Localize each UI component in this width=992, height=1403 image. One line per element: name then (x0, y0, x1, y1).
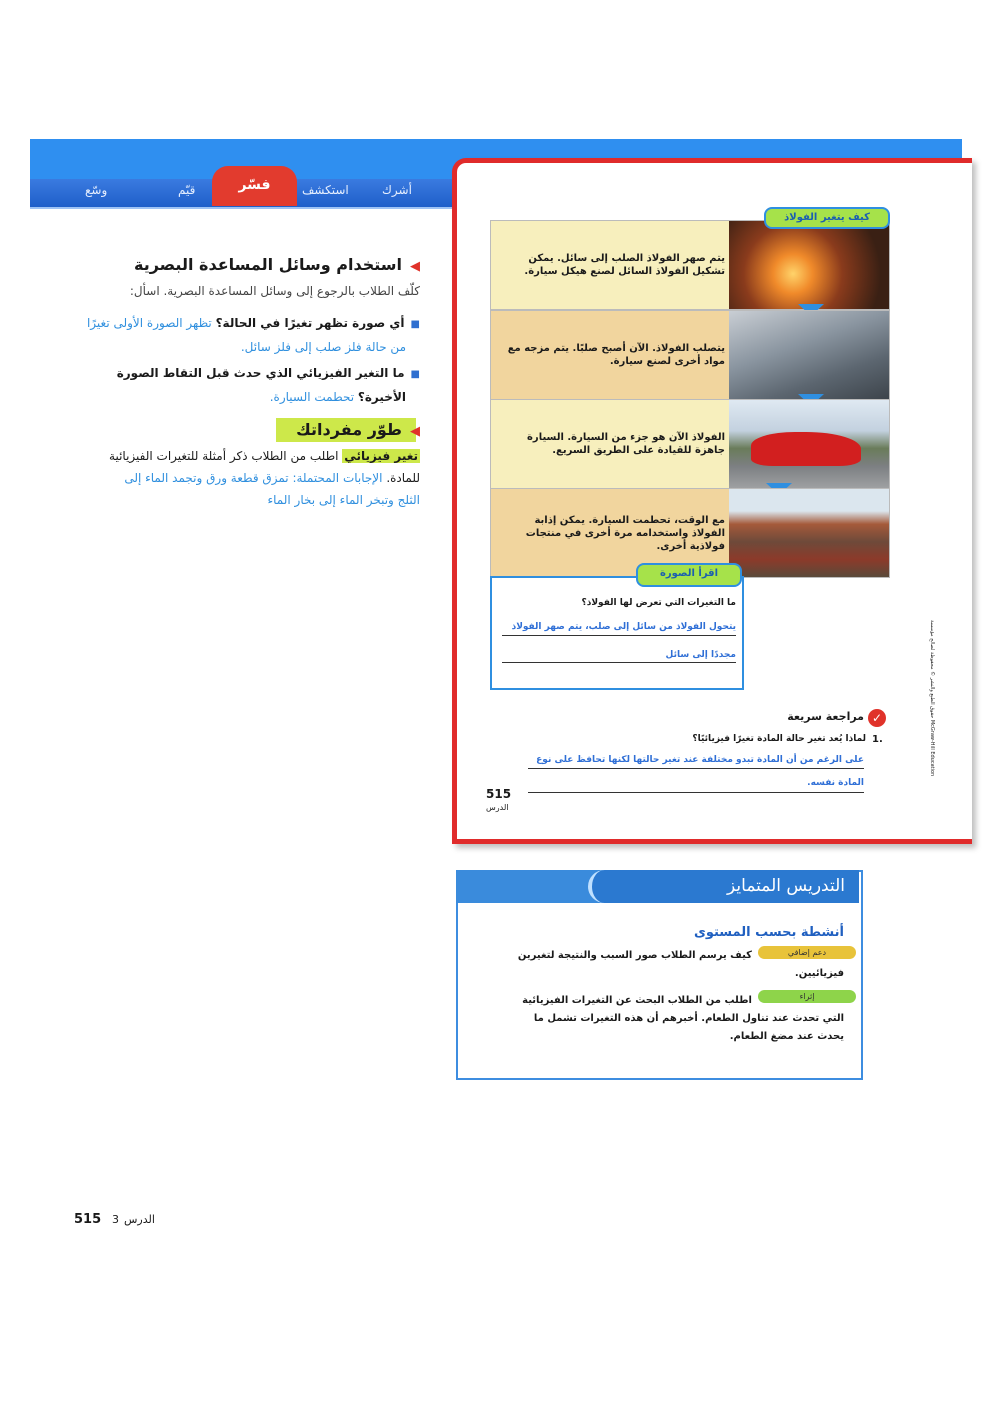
differentiated-title: التدريس المتمايز (588, 870, 859, 903)
question-2 (80, 362, 420, 408)
figure-panel-3 (490, 399, 890, 489)
side-credit-container (925, 620, 935, 790)
support-line-2: فيزيائيين. (794, 968, 844, 979)
quick-review-answer-2: المادة نفسه. (807, 778, 864, 788)
answer-line (502, 635, 736, 636)
support-line-1: كيف يرسم الطلاب صور السبب والنتيجة لتغيرين (517, 950, 752, 961)
quick-review-title: مراجعة سريعة (787, 710, 864, 723)
vocab-answer-line-2: الثلج وتبخر الماء إلى بخار الماء (267, 493, 420, 507)
lesson-number: 3 (112, 1213, 119, 1226)
lesson-label: الدرس (124, 1213, 155, 1226)
question-2-line-2: الأخيرة؟ (357, 390, 406, 404)
triangle-bullet-icon: ◀ (410, 424, 420, 439)
read-picture-question: ما التغيرات التي تعرض لها الفولاذ؟ (581, 598, 736, 608)
student-page-label: الدرس (486, 803, 509, 812)
panel-2-text: يتصلب الفولاذ. الآن أصبح صلبًا. يتم مزجه مع مواد أخرى لصنع سيارة. (507, 343, 725, 367)
vocab-section (80, 420, 420, 511)
vocab-term: تغير فيزيائي (344, 449, 418, 463)
tab-explore[interactable]: استكشف (302, 183, 349, 197)
answer-1-line-2: من حالة فلز صلب إلى فلز سائل. (240, 340, 406, 354)
side-credit: حقوق الطبع والنشر © محفوظة لصالح مؤسسة McGraw-Hill Education (929, 620, 935, 777)
tab-extend[interactable]: وسّع (85, 183, 108, 197)
question-1-text: أي صورة تظهر تغيرًا في الحالة؟ (215, 316, 405, 330)
red-car-image (729, 400, 889, 488)
visual-aids-heading-text: استخدام وسائل المساعدة البصرية (134, 255, 402, 274)
enrich-line-1: اطلب من الطلاب البحث عن التغيرات الفيزيائية (522, 995, 752, 1006)
square-bullet-icon: ■ (410, 369, 420, 380)
read-picture-box (490, 576, 744, 690)
vocab-line-1: اطلب من الطلاب ذكر أمثلة للتغيرات الفيزيائية (109, 449, 339, 463)
question-1 (80, 312, 420, 358)
enrich-line-2: التي تحدث عند تناول الطعام. أخبرهم أن هذه التغيرات تشمل ما (533, 1013, 844, 1024)
vocab-answer-line-1: الإجابات المحتملة: تمزق قطعة ورق وتجمد الماء إلى (124, 471, 383, 485)
tab-engage[interactable]: أشرك (382, 183, 412, 197)
question-2-line-1: ما التغير الفيزيائي الذي حدث قبل التقاط الصورة (116, 366, 405, 380)
visual-aids-intro: كلّف الطلاب بالرجوع إلى وسائل المساعدة البصرية. اسأل: (129, 284, 420, 298)
quick-review-number: 1. (872, 734, 883, 745)
panel-4-text: مع الوقت، تحطمت السيارة. يمكن إذابة الفولاذ واستخدامه مرة أخرى في منتجات فولاذية أخرى. (525, 514, 725, 552)
figure-panel-1 (490, 220, 890, 310)
student-page-number: 515 (486, 787, 512, 801)
read-picture-label: اقرأ الصورة (636, 563, 742, 587)
support-label: دعم إضافي (758, 946, 856, 959)
quick-review-answer-1: على الرغم من أن المادة تبدو مختلفة عند تغير حالتها لكنها تحافظ على نوع (536, 755, 864, 765)
answer-1-line-1: تظهر الصورة الأولى تغيرًا (86, 316, 212, 330)
answer-line (502, 662, 736, 663)
read-picture-answer-2: مجددًا إلى سائل (665, 650, 736, 660)
vocab-body (80, 445, 420, 511)
triangle-bullet-icon: ◀ (410, 259, 420, 274)
differentiated-subtitle: أنشطة بحسب المستوى (693, 925, 844, 940)
answer-2: تحطمت السيارة. (269, 390, 355, 404)
figure-title-label: كيف يتغير الفولاذ (764, 207, 890, 229)
quick-review-question: لماذا يُعد تغير حالة المادة تغيرًا فيزيائيًا؟ (692, 734, 866, 744)
panel-1-text: يتم صهر الفولاذ الصلب إلى سائل. يمكن تشكيل الفولاذ السائل لصنع هيكل سيارة. (524, 253, 725, 277)
tab-evaluate[interactable]: قيّم (178, 183, 196, 197)
enrich-label: إثراء (758, 990, 856, 1003)
car-body-shape (751, 432, 861, 466)
visual-aids-heading (80, 255, 420, 274)
answer-line (528, 792, 864, 793)
vocab-heading (80, 420, 420, 439)
vocab-heading-text: طوّر مفرداتك (296, 420, 402, 439)
vocab-line-2: للمادة. (386, 471, 420, 485)
answer-line (528, 768, 864, 769)
enrich-line-3: يحدث عند مضغ الطعام. (729, 1031, 844, 1042)
page-number: 515 (74, 1212, 102, 1227)
visual-aids-section (80, 255, 420, 408)
square-bullet-icon: ■ (410, 319, 420, 330)
molten-steel-image (729, 221, 889, 309)
tab-explain-active[interactable]: فسّر (212, 166, 297, 206)
checkmark-icon: ✓ (868, 709, 886, 727)
crushed-cars-image (729, 489, 889, 577)
read-picture-answer-1: يتحول الفولاذ من سائل إلى صلب، يتم صهر الفولاذ (511, 622, 736, 632)
figure-panel-2 (490, 310, 890, 400)
panel-3-text: الفولاذ الآن هو جزء من السيارة. السيارة جاهزة للقيادة على الطريق السريع. (527, 432, 725, 456)
car-factory-image (729, 311, 889, 399)
